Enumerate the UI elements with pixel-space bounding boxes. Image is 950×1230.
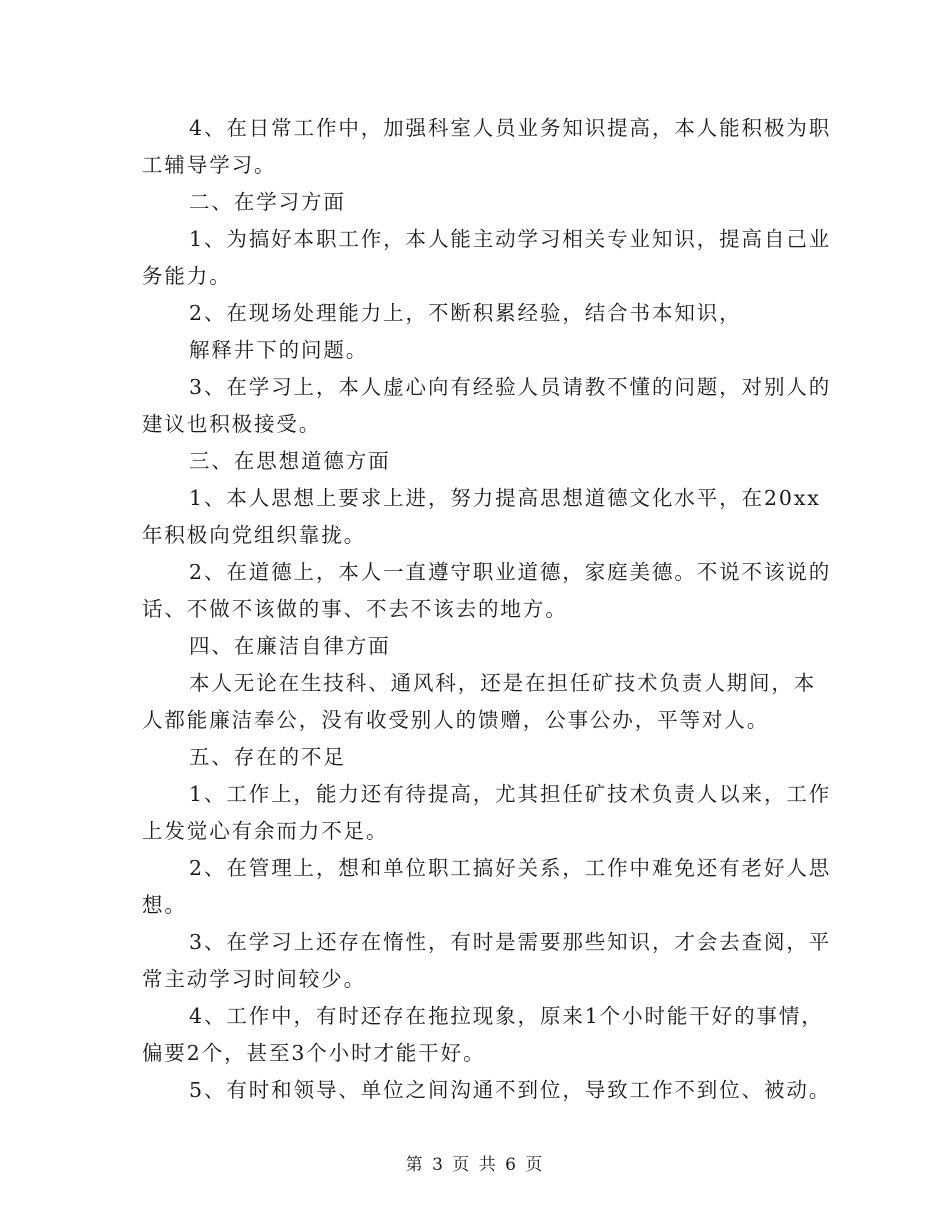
text-line: 想。 — [142, 893, 187, 917]
section-heading: 四、在廉洁自律方面 — [189, 634, 391, 658]
text-line: 2、在现场处理能力上，不断积累经验，结合书本知识， — [189, 301, 742, 325]
text-line: 偏要2个，甚至3个小时才能干好。 — [142, 1041, 486, 1065]
text-line: 年积极向党组织靠拢。 — [142, 523, 366, 547]
text-line: 建议也积极接受。 — [142, 412, 322, 436]
text-line: 解释井下的问题。 — [189, 338, 369, 362]
text-line: 1、为搞好本职工作，本人能主动学习相关专业知识，提高自己业 — [189, 227, 832, 251]
section-heading: 三、在思想道德方面 — [189, 449, 391, 473]
text-line: 话、不做不该做的事、不去不该去的地方。 — [142, 597, 568, 621]
section-heading: 五、存在的不足 — [189, 745, 346, 769]
text-line: 3、在学习上还存在惰性，有时是需要那些知识，才会去查阅，平 — [189, 930, 832, 954]
page-number-footer: 第 3 页 共 6 页 — [405, 1155, 545, 1175]
text-line: 上发觉心有余而力不足。 — [142, 819, 389, 843]
text-line: 1、本人思想上要求上进，努力提高思想道德文化水平，在20xx — [189, 486, 821, 510]
text-line: 5、有时和领导、单位之间沟通不到位，导致工作不到位、被动。 — [189, 1078, 832, 1102]
text-line: 1、工作上，能力还有待提高，尤其担任矿技术负责人以来，工作 — [189, 782, 832, 806]
text-line: 3、在学习上，本人虚心向有经验人员请教不懂的问题，对别人的 — [189, 375, 832, 399]
text-line: 4、在日常工作中，加强科室人员业务知识提高，本人能积极为职 — [189, 116, 832, 140]
text-line: 本人无论在生技科、通风科，还是在担任矿技术负责人期间，本 — [189, 671, 817, 695]
text-line: 务能力。 — [142, 264, 232, 288]
text-line: 工辅导学习。 — [142, 153, 277, 177]
section-heading: 二、在学习方面 — [189, 190, 346, 214]
text-line: 4、工作中，有时还存在拖拉现象，原来1个小时能干好的事情， — [189, 1004, 824, 1028]
text-line: 人都能廉洁奉公，没有收受别人的馈赠，公事公办，平等对人。 — [142, 708, 770, 732]
text-line: 2、在管理上，想和单位职工搞好关系，工作中难免还有老好人思 — [189, 856, 832, 880]
text-line: 2、在道德上，本人一直遵守职业道德，家庭美德。不说不该说的 — [189, 560, 832, 584]
text-line: 常主动学习时间较少。 — [142, 967, 366, 991]
